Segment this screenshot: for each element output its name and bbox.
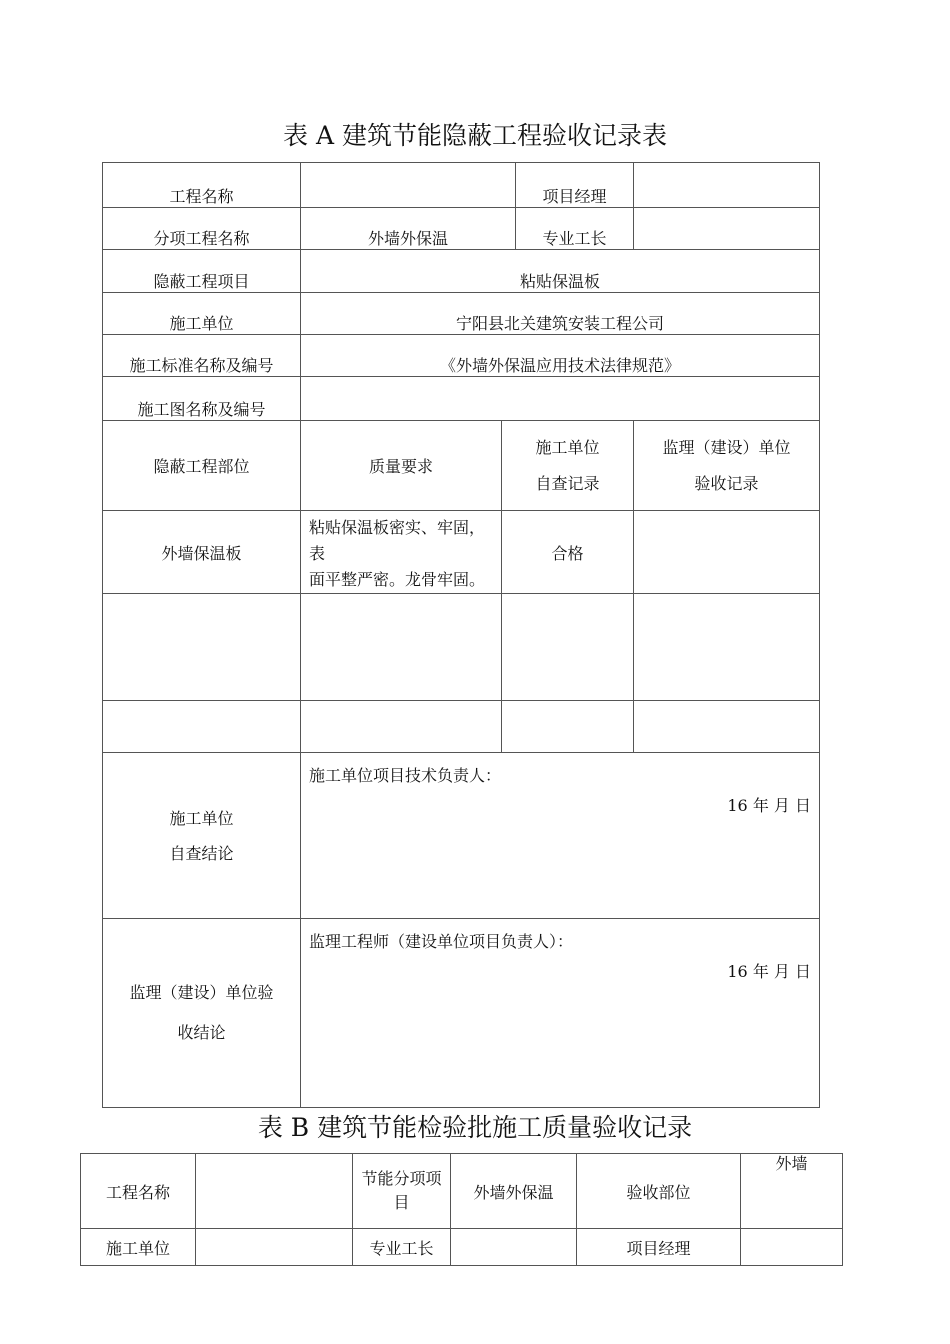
construction-unit-label: 施工单位 (103, 293, 301, 335)
row-supervision[interactable] (634, 511, 820, 594)
table-row (103, 335, 820, 377)
header-self-check-line1: 施工单位 (535, 437, 600, 457)
empty-cell[interactable] (301, 594, 502, 701)
b-sub-item-label-line2: 目 (393, 1193, 410, 1212)
table-row (103, 701, 820, 753)
b-foreman-value[interactable] (451, 1229, 577, 1266)
supervision-conclusion-content[interactable] (301, 919, 820, 1108)
self-conclusion-lead: 施工单位项目技术负责人： (309, 766, 502, 785)
row-quality[interactable] (301, 511, 502, 594)
table-row (103, 511, 820, 594)
header-quality: 质量要求 (301, 421, 502, 511)
foreman-label: 专业工长 (516, 208, 634, 250)
table-row (81, 1154, 843, 1229)
table-a (102, 162, 820, 1108)
supervision-conclusion-row (103, 919, 820, 1108)
empty-cell[interactable] (634, 701, 820, 753)
supervision-conclusion-date: 16 年 月 日 (727, 962, 811, 981)
empty-cell[interactable] (103, 701, 301, 753)
empty-cell[interactable] (502, 594, 634, 701)
supervision-conclusion-label-line2: 收结论 (177, 1023, 226, 1042)
header-supervision-line1: 监理（建设）单位 (662, 437, 791, 457)
b-construction-unit-value[interactable] (196, 1229, 353, 1266)
b-sub-item-label (353, 1154, 451, 1229)
construction-unit-value[interactable]: 宁阳县北关建筑安装工程公司 (301, 293, 820, 335)
b-project-name-value[interactable] (196, 1154, 353, 1229)
standard-label: 施工标准名称及编号 (103, 335, 301, 377)
table-header-row (103, 421, 820, 511)
standard-value[interactable]: 《外墙外保温应用技术法律规范》 (301, 335, 820, 377)
table-a-title: 表 A 建筑节能隐蔽工程验收记录表 (283, 121, 667, 150)
row-quality-line2: 面平整严密。龙骨牢固。 (309, 570, 486, 589)
hidden-item-value[interactable]: 粘贴保温板 (301, 250, 820, 293)
project-name-value[interactable] (301, 163, 516, 208)
table-b-title: 表 B 建筑节能检验批施工质量验收记录 (257, 1113, 693, 1142)
hidden-item-label: 隐蔽工程项目 (103, 250, 301, 293)
b-project-manager-label: 项目经理 (577, 1229, 741, 1266)
foreman-value[interactable] (634, 208, 820, 250)
b-project-manager-value[interactable] (741, 1229, 843, 1266)
b-acceptance-part-label: 验收部位 (577, 1154, 741, 1229)
project-manager-label: 项目经理 (516, 163, 634, 208)
b-acceptance-part-value[interactable]: 外墙 (741, 1154, 843, 1229)
header-supervision-line2: 验收记录 (694, 473, 759, 493)
empty-cell[interactable] (301, 701, 502, 753)
sub-project-value[interactable]: 外墙外保温 (301, 208, 516, 250)
empty-cell[interactable] (634, 594, 820, 701)
supervision-conclusion-label-line1: 监理（建设）单位验 (129, 983, 274, 1002)
header-self-check (502, 421, 634, 511)
table-row (81, 1229, 843, 1266)
drawing-label: 施工图名称及编号 (103, 377, 301, 421)
project-name-label: 工程名称 (103, 163, 301, 208)
table-row (103, 293, 820, 335)
b-sub-item-value[interactable]: 外墙外保温 (451, 1154, 577, 1229)
table-row (103, 208, 820, 250)
sub-project-label: 分项工程名称 (103, 208, 301, 250)
self-conclusion-content[interactable] (301, 753, 820, 919)
header-self-check-line2: 自查记录 (535, 473, 600, 493)
drawing-value[interactable] (301, 377, 820, 421)
table-row (103, 163, 820, 208)
project-manager-value[interactable] (634, 163, 820, 208)
empty-cell[interactable] (103, 594, 301, 701)
supervision-conclusion-label (103, 919, 301, 1108)
header-supervision (634, 421, 820, 511)
self-conclusion-label-line1: 施工单位 (169, 808, 234, 828)
b-foreman-label: 专业工长 (353, 1229, 451, 1266)
supervision-conclusion-lead: 监理工程师（建设单位项目负责人）： (309, 932, 574, 951)
b-sub-item-label-line1: 节能分项项 (361, 1169, 442, 1188)
table-row (103, 377, 820, 421)
row-quality-line1: 粘贴保温板密实、牢固，表 (309, 518, 486, 563)
row-self-check[interactable]: 合格 (502, 511, 634, 594)
self-conclusion-row (103, 753, 820, 919)
table-b (80, 1153, 843, 1266)
self-conclusion-label-line2: 自查结论 (169, 843, 234, 863)
b-construction-unit-label: 施工单位 (81, 1229, 196, 1266)
b-project-name-label: 工程名称 (81, 1154, 196, 1229)
header-part: 隐蔽工程部位 (103, 421, 301, 511)
self-conclusion-date: 16 年 月 日 (727, 796, 811, 815)
self-conclusion-label (103, 753, 301, 919)
table-row (103, 250, 820, 293)
row-part[interactable]: 外墙保温板 (103, 511, 301, 594)
table-row (103, 594, 820, 701)
empty-cell[interactable] (502, 701, 634, 753)
